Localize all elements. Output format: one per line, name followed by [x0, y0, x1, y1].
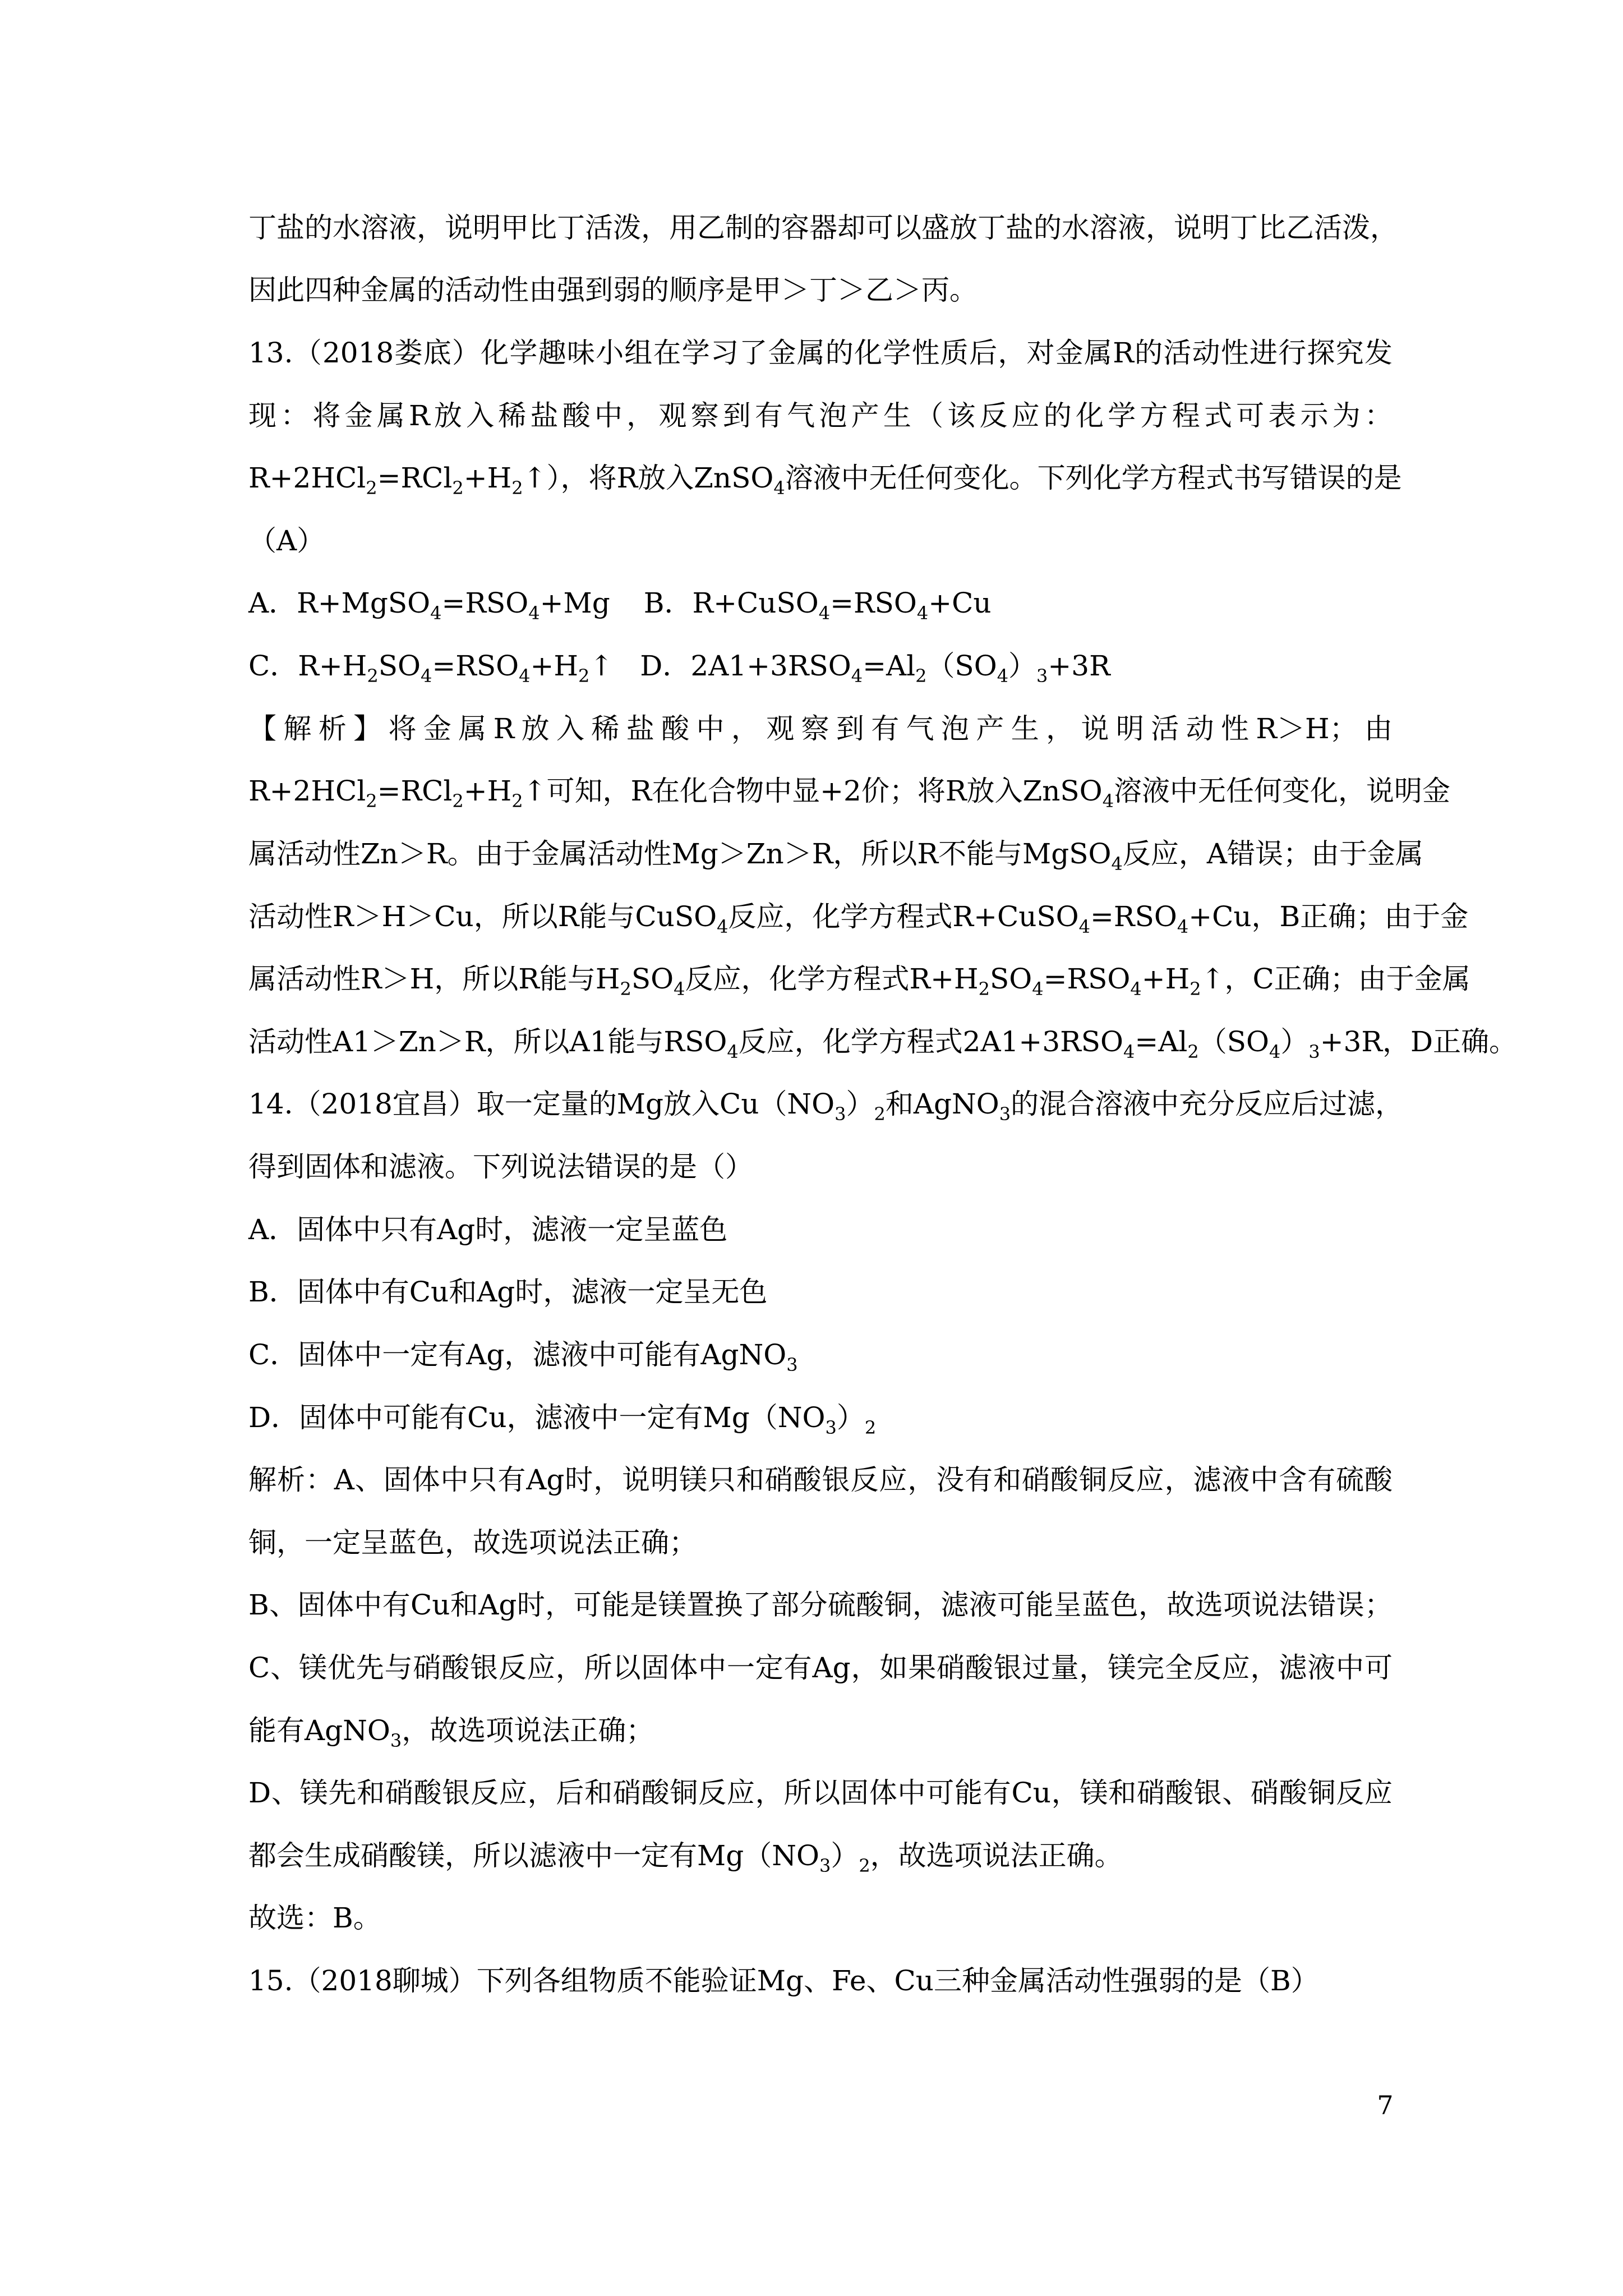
analysis-13-line-4: 活动性R＞H＞Cu，所以R能与CuSO$_4$反应，化学方程式$R+CuSO_4=RSO_4+Cu$，B正确；由于金	[248, 900, 1469, 937]
analysis-14-line-4: C、镁优先与硝酸银反应，所以固体中一定有Ag，如果硝酸银过量，镁完全反应，滤液中可	[248, 1651, 1393, 1684]
analysis-14-line-3: B、固体中有Cu和Ag时，可能是镁置换了部分硫酸铜，滤液可能呈蓝色，故选项说法错误；	[248, 1589, 1393, 1621]
answer-14: 故选：B。	[248, 1902, 381, 1934]
analysis-13-line-2: $R+2HCl_2=RCl_2+H_2↑$可知，R在化合物中显+2价；将R放入ZnSO$_4$溶液中无任何变化，说明金	[248, 775, 1451, 812]
question-13-line-2: 现：将金属R放入稀盐酸中，观察到有气泡产生（该反应的化学方程式可表示为：	[248, 399, 1393, 432]
analysis-14-line-2: 铜，一定呈蓝色，故选项说法正确；	[248, 1526, 697, 1559]
analysis-13-line-5: 属活动性R＞H，所以R能与$H_2SO_4$反应，化学方程式$R+H_2SO_4=RSO_4+H_2↑$，C正确；由于金属	[248, 963, 1470, 1000]
analysis-13-line-3: 属活动性Zn＞R。由于金属活动性Mg＞Zn＞R，所以R不能与MgSO$_4$反应，A错误；由于金属	[248, 838, 1423, 875]
option-14-d: D．固体中可能有Cu，滤液中一定有$Mg(NO_3)_2$	[248, 1401, 877, 1438]
question-13-answer: （A）	[248, 524, 325, 557]
option-14-b: B．固体中有Cu和Ag时，滤液一定呈无色	[248, 1276, 768, 1308]
question-14-line-1: 14.（2018宜昌）取一定量的Mg放入$Cu(NO_3)_2$和AgNO$_3$的混合溶液中充分反应后过滤，	[248, 1088, 1404, 1125]
analysis-14-line-1: 解析：A、固体中只有Ag时，说明镁只和硝酸银反应，没有和硝酸铜反应，滤液中含有硫酸	[248, 1464, 1393, 1496]
question-13-line-1: 13.（2018娄底）化学趣味小组在学习了金属的化学性质后，对金属R的活动性进行探究发	[248, 337, 1393, 369]
option-14-c: C．固体中一定有Ag，滤液中可能有AgNO$_3$	[248, 1338, 798, 1375]
question-14-line-2: 得到固体和滤液。下列说法错误的是（）	[248, 1151, 753, 1183]
text-line-2: 因此四种金属的活动性由强到弱的顺序是甲＞丁＞乙＞丙。	[248, 274, 978, 306]
analysis-14-line-7: 都会生成硝酸镁，所以滤液中一定有$Mg(NO_3)_2$，故选项说法正确。	[248, 1839, 1123, 1876]
analysis-13-line-6: 活动性A1＞Zn＞R，所以A1能与$RSO_4$反应，化学方程式$2A1+3RSO_4=Al_2(SO_4)_3+3R$，D正确。	[248, 1025, 1518, 1062]
text-line-1: 丁盐的水溶液，说明甲比丁活泼，用乙制的容器却可以盛放丁盐的水溶液，说明丁比乙活泼，	[248, 211, 1398, 244]
option-line-cd: C．$R+H_2SO_4=RSO_4+H_2↑$ D．$2A1+3RSO_4=Al_2(SO_4)_3+3R$	[248, 650, 1110, 687]
page-number: 7	[1377, 2090, 1394, 2120]
question-15-line-1: 15.（2018聊城）下列各组物质不能验证Mg、Fe、Cu三种金属活动性强弱的是（B）	[248, 1964, 1319, 1997]
option-14-a: A．固体中只有Ag时，滤液一定呈蓝色	[248, 1213, 728, 1246]
question-13-line-3: $R+2HCl_2=RCl_2+H_2↑$），将R放入ZnSO$_4$溶液中无任何变化。下列化学方程式书写错误的是	[248, 462, 1402, 499]
analysis-13-line-1: 【解析】将金属R放入稀盐酸中，观察到有气泡产生，说明活动性R＞H；由	[248, 712, 1393, 745]
analysis-14-line-5: 能有AgNO$_3$，故选项说法正确；	[248, 1714, 654, 1751]
option-line-ab: A．$R+MgSO_4=RSO_4+Mg$ B．$R+CuSO_4=RSO_4+Cu$	[248, 587, 992, 624]
analysis-14-line-6: D、镁先和硝酸银反应，后和硝酸铜反应，所以固体中可能有Cu，镁和硝酸银、硝酸铜反应	[248, 1777, 1393, 1809]
